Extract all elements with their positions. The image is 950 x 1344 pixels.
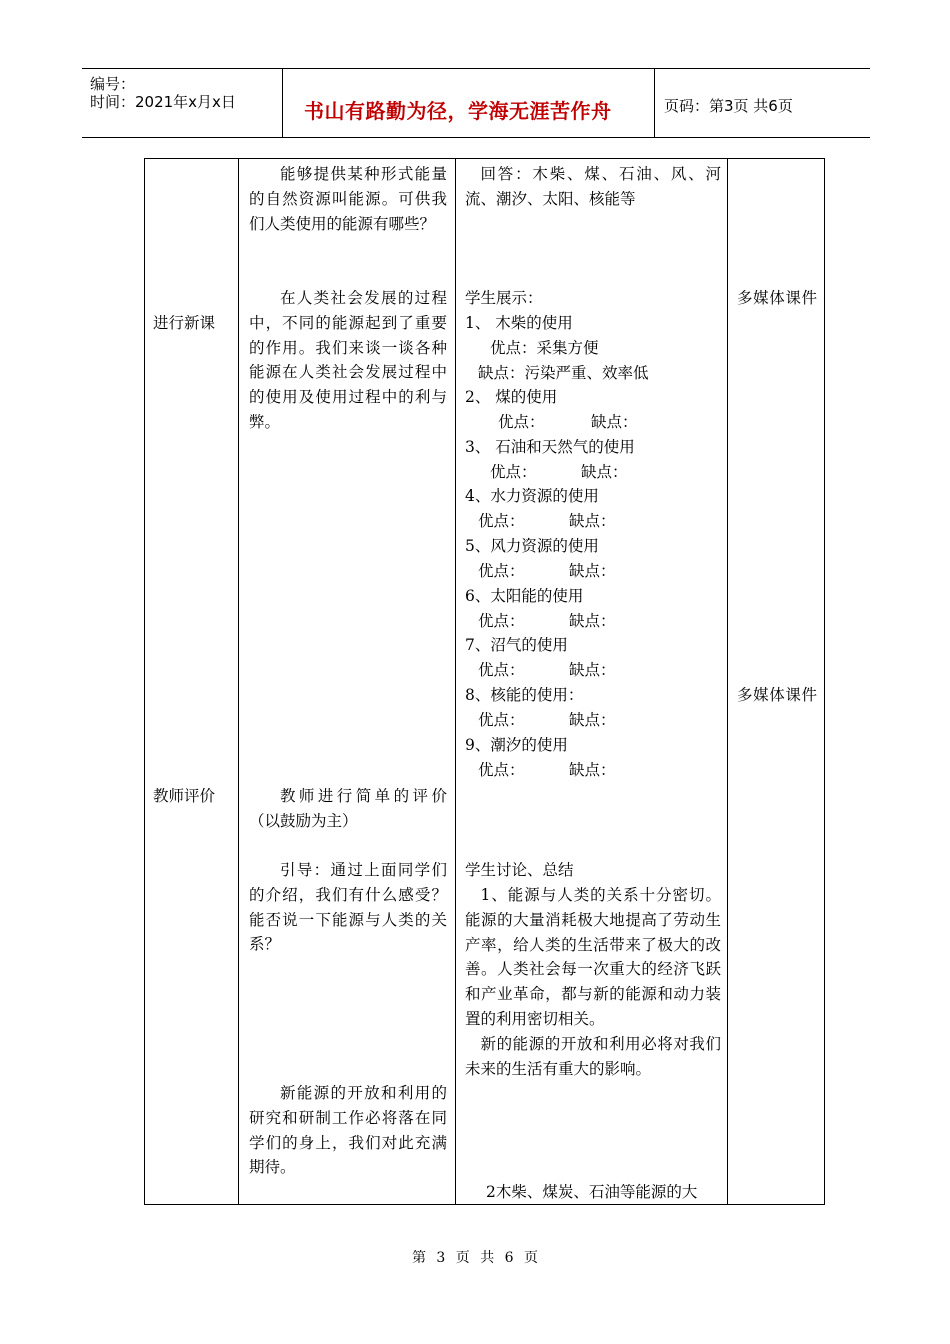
energy-item-pro: 优点：	[478, 761, 525, 779]
motto: 书山有路勤为径，学海无涯苦作舟	[304, 99, 612, 123]
energy-item-title: 6、太阳能的使用	[465, 587, 584, 605]
energy-item-con: 缺点：	[569, 562, 616, 580]
column-divider	[727, 159, 728, 1204]
energy-item-pro: 优点：采集方便	[490, 339, 599, 357]
teacher-intro: 能够提供某种形式能量的自然资源叫能源。可供我们人类使用的能源有哪些？	[249, 165, 447, 233]
energy-item-con: 缺点：	[569, 761, 616, 779]
energy-item-con: 缺点：	[569, 612, 616, 630]
student-summary-3: 2木柴、煤炭、石油等能源的大	[486, 1183, 698, 1201]
teacher-guide: 引导：通过上面同学们的介绍，我们有什么感受？能否说一下能源与人类的关系？	[249, 861, 447, 954]
media-note	[737, 683, 817, 708]
header-page-cell	[654, 69, 870, 137]
student-summary-2: 新的能源的开放和利用必将对我们未来的生活有重大的影响。	[465, 1035, 721, 1078]
media-note-text: 多媒体课件	[737, 289, 817, 307]
stage-new-lesson: 进行新课	[153, 314, 216, 332]
column-divider	[238, 159, 239, 1204]
energy-item-pro: 优点：	[478, 711, 525, 729]
lesson-table	[144, 158, 825, 1205]
energy-item-title: 4、水力资源的使用	[465, 487, 599, 505]
header-meta-cell	[82, 69, 283, 137]
student-summary-1: 1、能源与人类的关系十分密切。能源的大量消耗极大地提高了劳动生产率，给人类的生活带来了极大的改善。人类社会每一次重大的经济飞跃和产业革命，都与新的能源和动力装置的利用密切相关。	[465, 886, 721, 1028]
energy-item-pro: 优点：	[490, 463, 537, 481]
energy-item-con: 缺点：	[569, 512, 616, 530]
energy-item-con: 缺点：	[581, 463, 628, 481]
header-motto-cell	[282, 69, 655, 137]
number-label: 编号：	[90, 75, 136, 93]
stage-teacher-eval: 教师评价	[153, 787, 216, 805]
energy-item-con: 缺点：	[569, 711, 616, 729]
time-label: 时间：2021年x月x日	[90, 93, 236, 111]
document-header	[82, 68, 870, 138]
energy-item-pro: 优点：	[498, 413, 545, 431]
student-show-title: 学生展示：	[465, 289, 543, 307]
teacher-development: 在人类社会发展的过程中，不同的能源起到了重要的作用。我们来谈一谈各种能源在人类社会发展过程中的使用及使用过程中的利与弊。	[249, 289, 447, 431]
energy-item-con: 缺点：污染严重、效率低	[478, 364, 649, 382]
student-discuss-title: 学生讨论、总结	[465, 861, 574, 879]
teacher-future: 新能源的开放和利用的研究和研制工作必将落在同学们的身上，我们对此充满期待。	[249, 1084, 447, 1177]
media-note	[737, 286, 817, 311]
energy-item-title: 7、沼气的使用	[465, 636, 568, 654]
energy-item-title: 3、 石油和天然气的使用	[465, 438, 635, 456]
energy-item-title: 9、潮汐的使用	[465, 736, 568, 754]
energy-item-pro: 优点：	[478, 661, 525, 679]
student-answer: 回答：木柴、煤、石油、风、河流、潮汐、太阳、核能等	[465, 165, 721, 208]
energy-item-con: 缺点：	[591, 413, 638, 431]
page-footer: 第 3 页 共 6 页	[411, 1250, 539, 1266]
energy-item-title: 8、核能的使用：	[465, 686, 584, 704]
teacher-evaluate: 教师进行简单的评价（以鼓励为主）	[249, 787, 447, 830]
column-divider	[455, 159, 456, 1204]
energy-item-title: 1、 木柴的使用	[465, 314, 573, 332]
energy-item-title: 5、风力资源的使用	[465, 537, 599, 555]
energy-item-pro: 优点：	[478, 512, 525, 530]
energy-item-pro: 优点：	[478, 612, 525, 630]
energy-item-pro: 优点：	[478, 562, 525, 580]
energy-item-title: 2、 煤的使用	[465, 388, 558, 406]
media-note-text: 多媒体课件	[737, 686, 817, 704]
page-info: 页码：第3页 共6页	[664, 97, 793, 115]
energy-item-con: 缺点：	[569, 661, 616, 679]
